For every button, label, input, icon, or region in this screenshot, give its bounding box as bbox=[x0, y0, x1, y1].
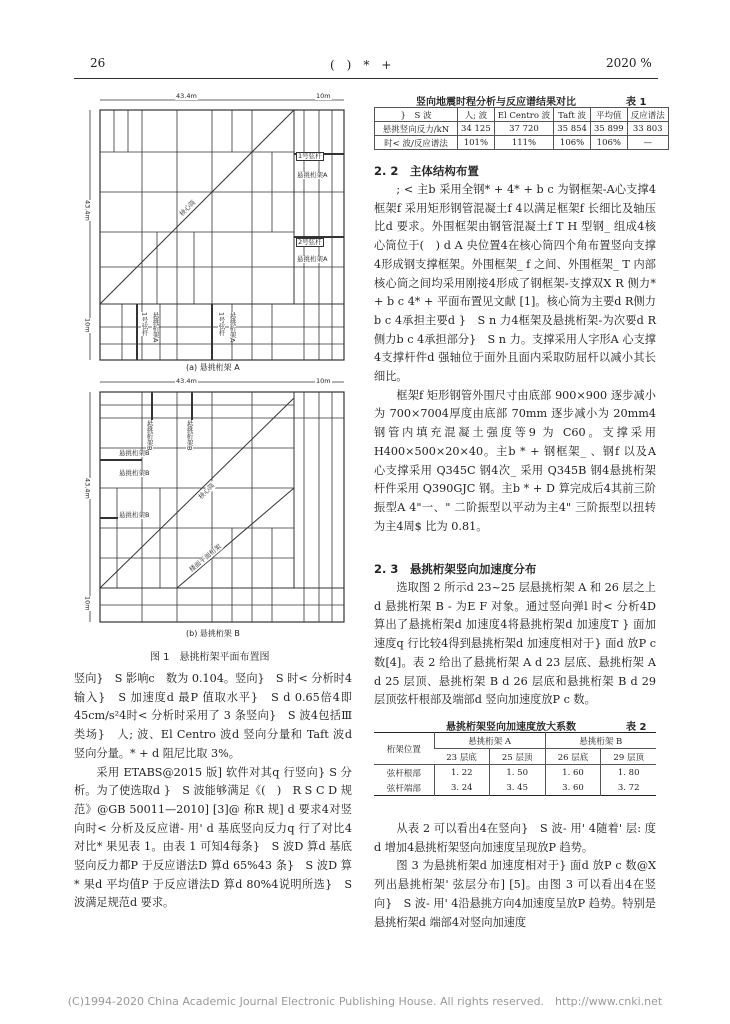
table-row bbox=[375, 122, 669, 136]
section-2-2-title: 2. 2 主体结构布置 bbox=[374, 164, 479, 178]
t1-header-2: El Centro 波 bbox=[494, 108, 553, 122]
fig1b-label-floor-truss: 楼面平面桁架 bbox=[187, 542, 223, 574]
t1-header-3: Taft 波 bbox=[554, 108, 591, 122]
t2-col0-header: 桁架位置 bbox=[374, 733, 434, 765]
t1-header-0: } S 波 bbox=[375, 108, 458, 122]
t2-cell: 弦杆端部 bbox=[386, 783, 421, 794]
fig1a-dim-side-2: 10m bbox=[83, 318, 92, 333]
header-rule bbox=[74, 78, 658, 79]
t2-group-b: 悬挑桁架 B bbox=[545, 733, 656, 749]
fig1a-label-chord-1: 1号弦杆 bbox=[298, 152, 322, 160]
fig1b-caption: (b) 悬挑桁架 B bbox=[186, 629, 240, 638]
t2-cell: 弦杆根部 bbox=[386, 768, 421, 779]
fig1a-dim-top-1: 43.4m bbox=[176, 92, 197, 100]
fig1b-label-truss-b-5: 悬挑桁架B bbox=[119, 469, 150, 477]
section-2-2-text bbox=[374, 181, 656, 536]
tail-paragraph-1: 从表 2 可以看出4在竖向} S 波- 用' 4随着' 层: 度d 增加4悬挑桁架竖向加速度呈现放P 趋势。 bbox=[374, 822, 656, 854]
t2-sub-2: 26 层底 bbox=[545, 749, 601, 765]
table-2 bbox=[374, 732, 656, 796]
journal-title: ( ) * + bbox=[330, 58, 392, 72]
t2-cell: 3. 45 bbox=[489, 780, 545, 796]
journal-year: 2020 % bbox=[606, 56, 652, 70]
t1-cell: — bbox=[627, 136, 668, 150]
fig1b-label-truss-b-3: 悬挑桁架B bbox=[119, 449, 150, 457]
figure-1-caption: 图 1 悬挑桁架平面布置图 bbox=[150, 652, 270, 663]
table-row bbox=[375, 136, 669, 150]
page-number: 26 bbox=[90, 56, 106, 70]
tail-paragraph-2: 图 3 为悬挑桁架d 加速度相对于} 面d 放P c 数@X 列出悬挑桁架' 弦层分布] [5]。由图 3 可以看出4在竖向} S 波- 用' 4沿悬挑方向4加速度呈放P 趋势。特别是悬挑桁架d 端部4对竖向加速度 bbox=[374, 859, 656, 929]
fig1b-dim-top-2: 10m bbox=[316, 377, 331, 385]
table1-label: 表 1 bbox=[626, 97, 647, 108]
fig1b-label-truss-b-2: 悬挑桁架B bbox=[185, 420, 194, 451]
left-paragraph-1: 竖向} S 影响c 数为 0.104。竖向} S 时< 分析时4输入} S 加速度d 最P 值取水平} S d 0.65倍4即 45cm/s²4时< 分析时采用了 3 条竖向} S 波4包括Ⅲ类场} 人; 波、El Centro 波d 竖向分量和 Taft 波d 竖向分量。* + d 阻尼比取 3%。 bbox=[74, 672, 352, 760]
t1-cell: 106% bbox=[590, 136, 627, 150]
t1-cell: 37 720 bbox=[494, 122, 553, 136]
table2-title: 悬挑桁架竖向加速度放大系数 bbox=[446, 722, 576, 733]
fig1a-label-truss-a-1: 悬挑桁架A bbox=[297, 171, 328, 179]
fig1b-label-core: 核心筒 bbox=[196, 481, 217, 501]
t2-sub-0: 23 层底 bbox=[434, 749, 489, 765]
fig1b-dim-side-1: 43.4m bbox=[83, 478, 92, 499]
fig1b-label-truss-b-4: 悬挑桁架B bbox=[119, 511, 150, 519]
t2-cell: 1. 60 bbox=[545, 765, 601, 781]
sec23-paragraph-1: 选取图 2 所示d 23~25 层悬挑桁架 A 和 26 层之上d 悬挑桁架 B - 为E F 对象。通过竖向弹l 时< 分析4D 算出了悬挑桁架d 加速度4将悬挑桁架d 加速度T } 面加速度q 行比较4得到悬挑桁架d 加速度相对于} 面d 放P c 数[4]。表 2 给出了悬挑桁架 A d 23 层底、悬挑桁架 A d 25 层顶、悬挑桁架 B d 26 层底和悬挑桁架 B d 29 层顶弦杆根部及端部d 竖向加速度放P c 数。 bbox=[374, 581, 656, 707]
fig1a-dim-side-1: 43.4m bbox=[83, 200, 92, 221]
fig1a-caption: (a) 悬挑桁架 A bbox=[186, 363, 240, 372]
sec22-paragraph-1: ; < 主b 采用全钢* + 4* + b c 为钢框架-A心支撑4框架f 采用矩形钢管混凝土f 4以满足框架f 长细比及轴压比d 要求。外围框架由钢管混凝土f T H 型钢_ 组成4核心筒位于( ) d A 央位置4在核心筒四个角布置竖向支撑4形成钢支撑框架。外围框架_ f 之间、外围框架_ T 内部核心筒之间均采用刚接4形成了钢框架-支撑双X R 侧力* + b c 4* + 平面布置见文献 [1]。核心筒为主要d R侧力b c 4承担主要d } S n 力4框架及悬挑桁架-为次要d R 侧力b c 4承担部分} S n 力。支撑采用人字形A 心支撑4支撑杆件d 强轴位于面外且面内采取防屈杆以减小其长细比。 bbox=[374, 183, 656, 384]
fig1b-dim-side-2: 10m bbox=[83, 596, 92, 611]
t2-cell: 1. 22 bbox=[434, 765, 489, 781]
t1-cell: 101% bbox=[458, 136, 495, 150]
fig1a-label-truss-a-4: 悬挑桁架A bbox=[228, 312, 237, 343]
t1-cell: 时< 波/反应谱法 bbox=[375, 136, 458, 150]
sec22-paragraph-2: 框架f 矩形钢管外围尺寸由底部 900×900 逐步减小为 700×7004厚度由底部 70mm 逐步减小为 20mm4钢管内填充混凝土强度等9 为 C60。支撑采用 H400×500×20×40。主b * + 钢框架_ 、钢f 以及A 心支撑采用 Q345C 钢4次_ 采用 Q345B 钢4悬挑桁架杆件采用 Q390GJC 钢。主b * + D 算完成后4其前三阶振型A 4"一、" 二阶振型以平动为主4" 三阶振型以扭转为主4周$ 比为 0.81。 bbox=[374, 388, 656, 533]
table1-title: 竖向地震时程分析与反应谱结果对比 bbox=[416, 97, 576, 108]
t2-cell: 3. 24 bbox=[434, 780, 489, 796]
t1-cell: 悬挑竖向反力/kN bbox=[375, 122, 458, 136]
fig1a-dim-top-2: 10m bbox=[316, 92, 331, 100]
t1-cell: 34 125 bbox=[458, 122, 495, 136]
figure-1a-plan bbox=[82, 92, 352, 382]
t2-sub-1: 25 层顶 bbox=[489, 749, 545, 765]
t2-cell: 1. 80 bbox=[601, 765, 656, 781]
fig1a-label-chord-3: 1号弦杆 bbox=[140, 312, 149, 336]
t1-cell: 111% bbox=[494, 136, 553, 150]
section-2-3-text bbox=[374, 579, 656, 710]
fig1a-label-truss-a-3: 悬挑桁架A bbox=[151, 312, 160, 343]
t2-cell: 3. 60 bbox=[545, 780, 601, 796]
section-2-3-title: 2. 3 悬挑桁架竖向加速度分布 bbox=[374, 562, 537, 576]
t1-header-5: 反应谱法 bbox=[627, 108, 668, 122]
t2-cell: 1. 50 bbox=[489, 765, 545, 781]
right-tail-text bbox=[374, 820, 656, 932]
t2-sub-3: 29 层顶 bbox=[601, 749, 656, 765]
table-row bbox=[374, 765, 656, 781]
t1-cell: 35 854 bbox=[554, 122, 591, 136]
left-paragraph-2: 采用 ETABS@2015 版] 软件对其q 行竖向} S 分析。为了使选取d } S 波能够满足《( ) R S C D 规范》@GB 50011—2010] [3]@ 称R 规] d 要求4对竖向时< 分析及反应谱- 用' d 基底竖向反力q 行了对比4对比* 果见表 1。由表 1 可知4每条} S 波D 算d 基底竖向反力都P 于反应谱法D 算d 65%43 条} S 波D 算* 果d 平均值P 于反应谱法D 算d 80%4说明所选} S 波满足规范d 要求。 bbox=[74, 765, 352, 910]
fig1b-dim-top-1: 43.4m bbox=[176, 377, 197, 385]
t2-cell: 3. 72 bbox=[601, 780, 656, 796]
table-1 bbox=[374, 107, 669, 150]
fig1a-label-chord-4: 1号弦杆 bbox=[217, 312, 226, 336]
t1-cell: 35 899 bbox=[590, 122, 627, 136]
t2-group-a: 悬挑桁架 A bbox=[434, 733, 545, 749]
t1-header-4: 平均值 bbox=[590, 108, 627, 122]
table-row bbox=[374, 780, 656, 796]
fig1b-label-truss-b-1: 悬挑桁架B bbox=[145, 420, 154, 451]
fig1a-label-truss-a-2: 悬挑桁架A bbox=[297, 255, 328, 263]
t1-cell: 106% bbox=[554, 136, 591, 150]
fig1a-label-core: 核心筒 bbox=[177, 198, 198, 218]
figure-1b-plan bbox=[82, 378, 352, 628]
t1-cell: 33 803 bbox=[627, 122, 668, 136]
t1-header-1: 人; 波 bbox=[458, 108, 495, 122]
left-column-text bbox=[74, 670, 352, 913]
fig1a-label-chord-2: 2号弦杆 bbox=[298, 238, 322, 246]
table2-label: 表 2 bbox=[626, 722, 647, 733]
copyright-footer: (C)1994-2020 China Academic Journal Electronic Publishing House. All rights reserved. http://www.cnki.net bbox=[67, 995, 663, 1008]
